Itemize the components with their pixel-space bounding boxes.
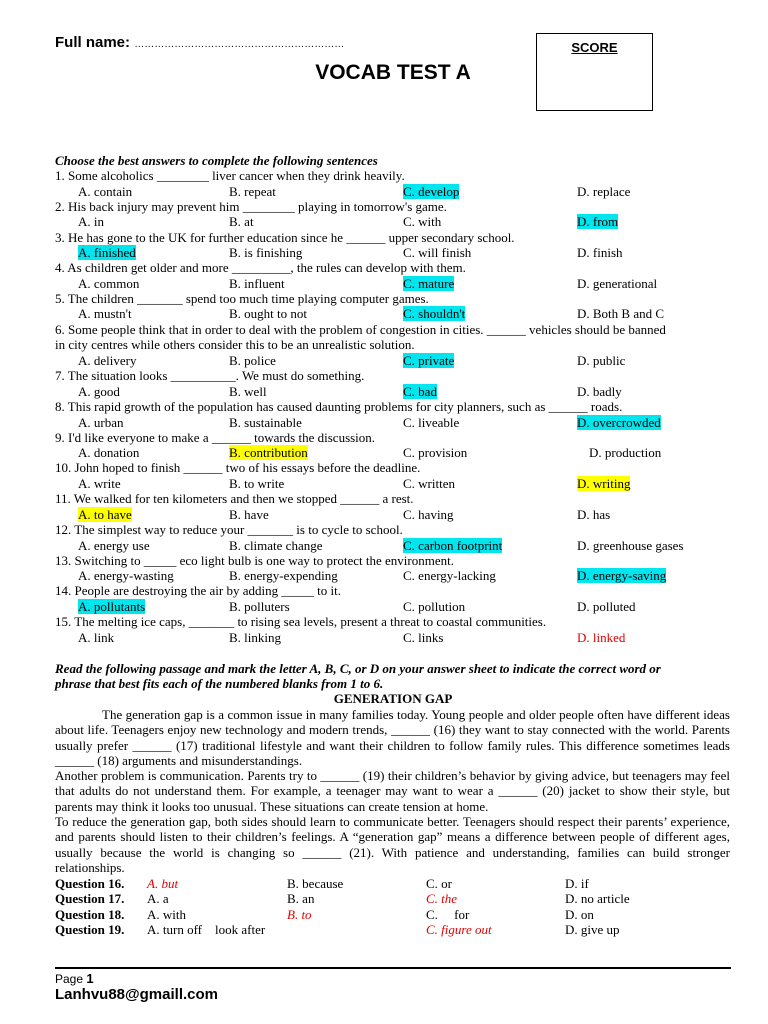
- q12-option-c: C. carbon footprint: [403, 538, 503, 553]
- q2-option-a: A. in: [78, 214, 104, 229]
- q7-option-c: C. bad: [403, 384, 437, 399]
- q15-option-a: A. link: [78, 630, 115, 645]
- full-name-dots: ………………………………………………………: [134, 39, 345, 50]
- question-2-stem: 2. His back injury may prevent him ________ playing in tomorrow's game.: [55, 199, 447, 214]
- full-name-label: Full name:: [55, 34, 131, 51]
- question-5-stem: 5. The children _______ spend too much time playing computer games.: [55, 291, 429, 306]
- q12-option-b: B. climate change: [229, 538, 323, 553]
- question-8-stem: 8. This rapid growth of the population has caused daunting problems for city planners, such as ______ roads.: [55, 399, 623, 414]
- q8-option-d: D. overcrowded: [577, 415, 661, 430]
- page-title: VOCAB TEST A: [315, 61, 471, 84]
- q13-option-a: A. energy-wasting: [78, 568, 174, 583]
- q19-option-d: D. give up: [565, 922, 620, 937]
- q16-option-b: B. because: [287, 876, 344, 891]
- q7-option-a: A. good: [78, 384, 120, 399]
- q13-option-d: D. energy-saving: [577, 568, 667, 583]
- q4-option-c: C. mature: [403, 276, 455, 291]
- part1-instruction: Choose the best answers to complete the following sentences: [55, 153, 378, 168]
- question-13-stem: 13. Switching to _____ eco light bulb is one way to protect the environment.: [55, 553, 454, 568]
- q10-option-a: A. write: [78, 476, 121, 491]
- q6-option-d: D. public: [577, 353, 626, 368]
- q7-option-d: D. badly: [577, 384, 622, 399]
- full-name-field: [55, 34, 344, 51]
- question-9-stem: 9. I'd like everyone to make a ______ towards the discussion.: [55, 430, 376, 445]
- q11-option-c: C. having: [403, 507, 454, 522]
- passage-paragraph-2: Another problem is communication. Parents try to ______ (19) their children’s behavior by giving advice, but teenagers may feel that adults do not understand them. For example, a teenager may want to wear a ______ (20) jacket to show their style, but parents may think it looks too unusual. These situations can create tension at home.: [55, 768, 730, 814]
- q1-option-c: C. develop: [403, 184, 460, 199]
- q3-option-c: C. will finish: [403, 245, 472, 260]
- q14-option-d: D. polluted: [577, 599, 636, 614]
- question-18-label: Question 18.: [55, 907, 125, 922]
- q2-option-d: D. from: [577, 214, 619, 229]
- question-11-stem: 11. We walked for ten kilometers and then we stopped ______ a rest.: [55, 491, 414, 506]
- footer-divider: [55, 967, 731, 969]
- q10-option-b: B. to write: [229, 476, 285, 491]
- q5-option-b: B. ought to not: [229, 306, 308, 321]
- q9-option-d: D. production: [589, 445, 662, 460]
- page-number-value: 1: [86, 971, 94, 986]
- q14-option-a: A. pollutants: [78, 599, 146, 614]
- q11-option-a: A. to have: [78, 507, 132, 522]
- q15-option-d: D. linked: [577, 630, 626, 645]
- page-label: Page: [55, 972, 84, 986]
- q1-option-a: A. contain: [78, 184, 133, 199]
- passage-paragraph-1: The generation gap is a common issue in many families today. Young people and older people often have different ideas about life. Teenagers enjoy new technology and modern trends, ______ (16) they want to stay connected with the world. Parents usually prefer ______ (17) traditional lifestyle and want their children to follow family rules. This difference sometimes leads ______ (18) arguments and misunderstandings.: [55, 707, 730, 769]
- q17-option-b: B. an: [287, 891, 315, 906]
- q11-option-b: B. have: [229, 507, 269, 522]
- q14-option-c: C. pollution: [403, 599, 466, 614]
- question-12-stem: 12. The simplest way to reduce your _______ is to cycle to school.: [55, 522, 403, 537]
- q16-option-d: D. if: [565, 876, 589, 891]
- part2-instruction-line2: phrase that best fits each of the numbered blanks from 1 to 6.: [55, 676, 384, 691]
- q14-option-b: B. polluters: [229, 599, 290, 614]
- question-6-stem: 6. Some people think that in order to deal with the problem of congestion in cities. ______ vehicles should be banned: [55, 322, 666, 337]
- q1-option-b: B. repeat: [229, 184, 276, 199]
- page-number: [55, 971, 94, 986]
- question-17-label: Question 17.: [55, 891, 125, 906]
- question-16-label: Question 16.: [55, 876, 125, 891]
- q6-option-c: C. private: [403, 353, 455, 368]
- q18-option-c: C. for: [426, 907, 470, 922]
- q3-option-b: B. is finishing: [229, 245, 303, 260]
- question-6-stem-cont: in city centres while others consider this to be an unrealistic solution.: [55, 337, 415, 352]
- passage-title: GENERATION GAP: [333, 691, 453, 706]
- question-4-stem: 4. As children get older and more _________, the rules can develop with them.: [55, 260, 466, 275]
- q4-option-a: A. common: [78, 276, 140, 291]
- q12-option-a: A. energy use: [78, 538, 150, 553]
- q16-option-a: A. but: [147, 876, 179, 891]
- score-box: [536, 33, 653, 111]
- q9-option-a: A. donation: [78, 445, 140, 460]
- q9-option-c: C. provision: [403, 445, 468, 460]
- question-3-stem: 3. He has gone to the UK for further education since he ______ upper secondary school.: [55, 230, 515, 245]
- part2-instruction-line1: Read the following passage and mark the letter A, B, C, or D on your answer sheet to indicate the correct word or: [55, 661, 661, 676]
- q1-option-d: D. replace: [577, 184, 631, 199]
- question-7-stem: 7. The situation looks __________. We must do something.: [55, 368, 365, 383]
- q4-option-d: D. generational: [577, 276, 658, 291]
- q8-option-b: B. sustainable: [229, 415, 302, 430]
- q15-option-b: B. linking: [229, 630, 282, 645]
- q3-option-a: A. finished: [78, 245, 136, 260]
- q18-option-d: D. on: [565, 907, 594, 922]
- q3-option-d: D. finish: [577, 245, 623, 260]
- q8-option-a: A. urban: [78, 415, 124, 430]
- q17-option-a: A. a: [147, 891, 169, 906]
- q18-option-b: B. to: [287, 907, 312, 922]
- q11-option-d: D. has: [577, 507, 611, 522]
- question-10-stem: 10. John hoped to finish ______ two of his essays before the deadline.: [55, 460, 421, 475]
- q17-option-c: C. the: [426, 891, 458, 906]
- footer-email: Lanhvu88@gmaill.com: [55, 986, 219, 1003]
- question-14-stem: 14. People are destroying the air by adding _____ to it.: [55, 583, 341, 598]
- q17-option-d: D. no article: [565, 891, 630, 906]
- q15-option-c: C. links: [403, 630, 444, 645]
- q2-option-c: C. with: [403, 214, 442, 229]
- q10-option-d: D. writing: [577, 476, 631, 491]
- q5-option-c: C. shouldn't: [403, 306, 466, 321]
- q18-option-a: A. with: [147, 907, 186, 922]
- question-15-stem: 15. The melting ice caps, _______ to rising sea levels, present a threat to coastal communities.: [55, 614, 547, 629]
- q12-option-d: D. greenhouse gases: [577, 538, 684, 553]
- q13-option-b: B. energy-expending: [229, 568, 338, 583]
- q16-option-c: C. or: [426, 876, 452, 891]
- passage-paragraph-3: To reduce the generation gap, both sides should learn to communicate better. Teenagers should respect their parents’ experience, and parents should listen to their children’s feelings. A “generation gap” means a difference between people of different ages, usually because the world is changing so ______ (21). With patience and understanding, families can build stronger relationships.: [55, 814, 730, 876]
- q10-option-c: C. written: [403, 476, 455, 491]
- score-label: SCORE: [571, 40, 618, 55]
- q5-option-a: A. mustn't: [78, 306, 132, 321]
- q8-option-c: C. liveable: [403, 415, 460, 430]
- q6-option-b: B. police: [229, 353, 276, 368]
- q2-option-b: B. at: [229, 214, 254, 229]
- question-1-stem: 1. Some alcoholics ________ liver cancer when they drink heavily.: [55, 168, 405, 183]
- question-19-label: Question 19.: [55, 922, 125, 937]
- q5-option-d: D. Both B and C: [577, 306, 665, 321]
- q19-option-c: C. figure out: [426, 922, 492, 937]
- q4-option-b: B. influent: [229, 276, 285, 291]
- q6-option-a: A. delivery: [78, 353, 137, 368]
- q13-option-c: C. energy-lacking: [403, 568, 496, 583]
- q9-option-b: B. contribution: [229, 445, 308, 460]
- q7-option-b: B. well: [229, 384, 267, 399]
- q19-option-a: A. turn off look after: [147, 922, 266, 937]
